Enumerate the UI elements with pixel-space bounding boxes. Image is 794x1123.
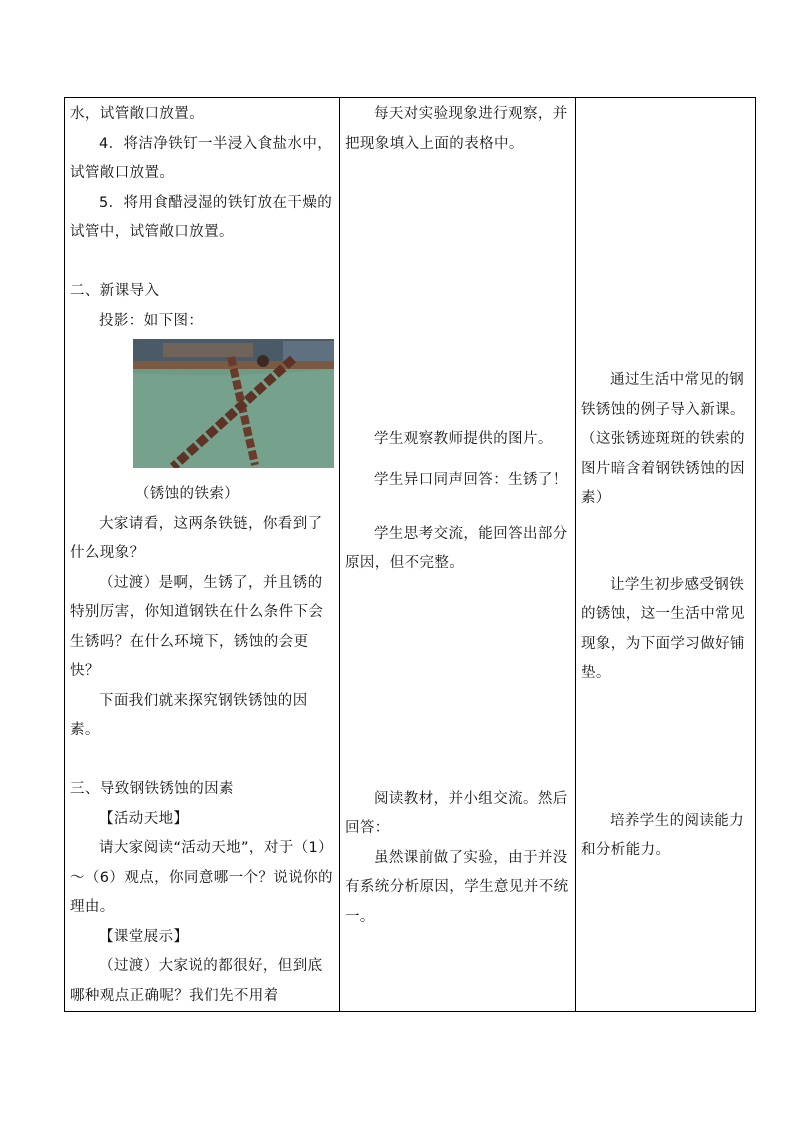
intent-text: 通过生活中常见的钢铁锈蚀的例子导入新课。（这张锈迹斑斑的铁索的图片暗含着钢铁锈蚀的因素） <box>581 372 745 506</box>
step-5: 5．将用食醋浸湿的铁钉放在干燥的试管中，试管敞口放置。 <box>70 194 333 240</box>
question-text: 大家请看，这两条铁链，你看到了什么现象？ <box>70 515 323 561</box>
intent-text: 让学生初步感受钢铁的锈蚀，这一生活中常见现象，为下面学习做好铺垫。 <box>581 576 745 681</box>
teacher-activity-column <box>65 98 340 1012</box>
student-text: 每天对实验现象进行观察，并把现象填入上面的表格中。 <box>345 106 568 152</box>
student-text: 虽然课前做了实验，由于并没有系统分析原因，学生意见并不统一。 <box>345 849 569 925</box>
text-line: 水，试管敞口放置。 <box>70 106 205 122</box>
transition-text-2: （过渡）大家说的都很好，但到底哪种观点正确呢？我们先不用着 <box>70 958 323 1004</box>
activity-label: 【活动天地】 <box>99 810 189 827</box>
image-caption: （锈蚀的铁索） <box>134 486 240 502</box>
student-text: 阅读教材，并小组交流。然后回答： <box>345 790 568 836</box>
step-4: 4．将洁净铁钉一半浸入食盐水中，试管敞口放置。 <box>70 135 333 181</box>
section-heading-factors: 三、导致钢铁锈蚀的因素 <box>70 781 234 797</box>
student-text: 学生思考交流，能回答出部分原因，但不完整。 <box>345 525 568 571</box>
student-activity-column <box>340 98 576 1012</box>
student-text: 学生观察教师提供的图片。 <box>374 430 553 447</box>
classroom-display-label: 【课堂展示】 <box>99 928 189 945</box>
student-text: 学生异口同声回答：生锈了！ <box>374 472 568 488</box>
lesson-plan-table <box>64 97 756 1012</box>
rusty-chain-photo <box>133 339 334 468</box>
intent-text: 培养学生的阅读能力和分析能力。 <box>581 812 745 858</box>
design-intent-column <box>576 98 756 1012</box>
explore-text: 下面我们就来探究钢铁锈蚀的因素。 <box>70 692 308 738</box>
projection-label: 投影：如下图： <box>99 312 204 329</box>
activity-text: 请大家阅读“活动天地”，对于（1）～（6）观点，你同意哪一个？说说你的理由。 <box>70 840 334 915</box>
section-heading-new-lesson: 二、新课导入 <box>70 283 160 299</box>
transition-text: （过渡）是啊，生锈了，并且锈的特别厉害，你知道钢铁在什么条件下会生锈吗？在什么环境下，锈蚀的会更快？ <box>70 574 324 679</box>
